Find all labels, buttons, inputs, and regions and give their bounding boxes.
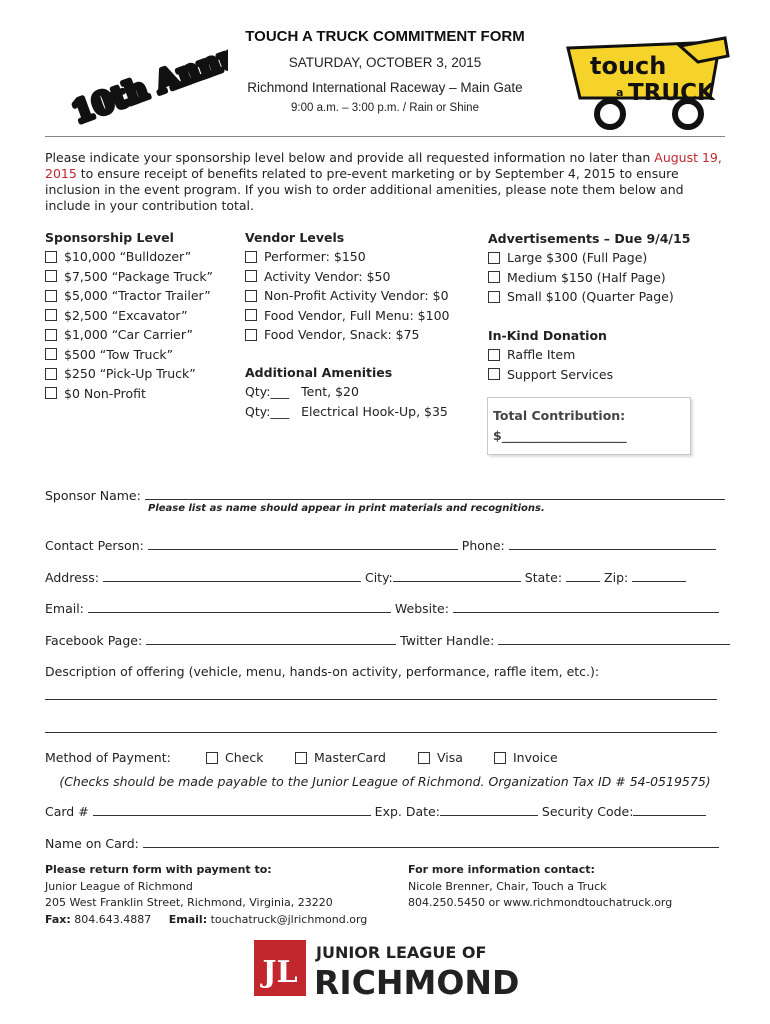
ad-option[interactable]: Small $100 (Quarter Page) [488,287,690,307]
card-label: Card # [45,804,89,819]
amenity-tent[interactable]: Qty:___ Tent, $20 [245,384,359,399]
org-name: Junior League of Richmond [45,879,193,893]
sponsorship-option[interactable]: $2,500 “Excavator” [45,306,213,326]
payment-check[interactable]: Check [206,750,263,765]
amenity-electrical[interactable]: Qty:___ Electrical Hook-Up, $35 [245,404,448,419]
zip-label: Zip: [604,570,629,585]
sponsorship-option[interactable]: $5,000 “Tractor Trailer” [45,286,213,306]
inkind-section [488,326,613,384]
checkbox[interactable] [494,752,506,764]
contact-name: Nicole Brenner, Chair, Touch a Truck [408,879,607,893]
checkbox[interactable] [245,251,257,263]
address-row[interactable] [45,570,686,585]
inkind-option[interactable]: Support Services [488,365,613,385]
name-on-card-label: Name on Card: [45,836,139,851]
checkbox[interactable] [45,329,57,341]
ad-option[interactable]: Medium $150 (Half Page) [488,268,690,288]
checkbox[interactable] [45,270,57,282]
contact-phone: 804.250.5450 or www.richmondtouchatruck.org [408,896,673,909]
logo-truck: TRUCK [628,80,715,106]
checkbox[interactable] [488,291,500,303]
touch-a-truck-logo [560,36,730,132]
contact-person-label: Contact Person: [45,538,144,553]
vendor-heading: Vendor Levels [245,230,345,245]
checkbox[interactable] [45,290,57,302]
sponsorship-option[interactable]: $7,500 “Package Truck” [45,267,213,287]
website-label: Website: [394,601,449,616]
return-email: touchatruck@jlrichmond.org [210,912,368,926]
twitter-label: Twitter Handle: [400,633,495,648]
checkbox[interactable] [488,252,500,264]
card-row[interactable] [45,804,706,819]
intro-paragraph: Please indicate your sponsorship level below and provide all requested information no later than August 19, 2015 to ensure receipt of benefits related to pre-event marketing or by September 4, 2015 to ensure inclusion in the event program. If you wish to order additional amenities, please note them below and include in your contribution total. [45,150,722,213]
name-on-card-row[interactable] [45,836,719,851]
logo-touch: touch [590,52,667,80]
sponsorship-heading: Sponsorship Level [45,230,174,245]
email-website-row[interactable] [45,601,719,616]
checkbox[interactable] [245,290,257,302]
inkind-heading: In-Kind Donation [488,328,607,343]
checkbox[interactable] [45,368,57,380]
logo-junior-league: JUNIOR LEAGUE OF [316,943,487,962]
org-address: 205 West Franklin Street, Richmond, Virginia, 23220 [45,896,333,909]
city-label: City: [364,570,393,585]
sponsor-name-note: Please list as name should appear in print materials and recognitions. [148,503,545,514]
header-divider [45,136,725,137]
description-label: Description of offering (vehicle, menu, hands-on activity, performance, raffle item, etc.): [45,664,600,679]
checkbox[interactable] [488,349,500,361]
description-line-1[interactable] [45,699,717,700]
amenities-heading: Additional Amenities [245,365,393,380]
badge-text: 10th Annual [67,27,228,130]
checkbox[interactable] [45,309,57,321]
description-line-2[interactable] [45,732,717,733]
vendor-option[interactable]: Activity Vendor: $50 [245,267,449,287]
checkbox[interactable] [45,251,57,263]
checkbox[interactable] [245,270,257,282]
social-row[interactable] [45,633,730,648]
vendor-option[interactable]: Non-Profit Activity Vendor: $0 [245,286,449,306]
facebook-label: Facebook Page: [45,633,143,648]
logo-a: a [616,86,624,99]
checkbox[interactable] [488,271,500,283]
vendor-section [245,228,449,345]
payment-label: Method of Payment: [45,750,171,765]
checkbox[interactable] [418,752,430,764]
inkind-option[interactable]: Raffle Item [488,345,613,365]
vendor-option[interactable]: Food Vendor, Snack: $75 [245,325,449,345]
sponsor-name-field[interactable]: Sponsor Name: [45,488,725,503]
vendor-option[interactable]: Performer: $150 [245,247,449,267]
badge-outline: 10th Annual [67,27,228,130]
info-heading: For more information contact: [408,863,595,876]
logo-richmond: RICHMOND [314,963,520,1000]
checkbox[interactable] [206,752,218,764]
contact-info [408,862,672,912]
payment-invoice[interactable]: Invoice [494,750,558,765]
event-date: SATURDAY, OCTOBER 3, 2015 [288,55,482,70]
checkbox[interactable] [45,348,57,360]
checkbox[interactable] [45,387,57,399]
amenities-section [245,363,448,422]
checkbox[interactable] [245,309,257,321]
sponsorship-option[interactable]: $10,000 “Bulldozer” [45,247,213,267]
checks-note: (Checks should be made payable to the Junior League of Richmond. Organization Tax ID # 54-0519575) [59,774,711,789]
state-label: State: [524,570,563,585]
sponsorship-option[interactable]: $250 “Pick-Up Truck” [45,364,213,384]
contact-phone-row[interactable] [45,538,716,553]
checkbox[interactable] [488,368,500,380]
total-label: Total Contribution: [493,408,626,423]
email-label: Email: [45,601,84,616]
payment-mastercard[interactable]: MasterCard [295,750,386,765]
ad-option[interactable]: Large $300 (Full Page) [488,248,690,268]
junior-league-logo [254,940,526,1000]
sponsorship-option[interactable]: $0 Non-Profit [45,384,213,404]
vendor-option[interactable]: Food Vendor, Full Menu: $100 [245,306,449,326]
return-heading: Please return form with payment to: [45,863,272,876]
total-contribution-box[interactable] [487,397,691,455]
ads-section [488,229,690,307]
return-info: Please return form with payment to: Junior League of Richmond 205 West Franklin Street, Richmond, Virginia, 23220 Fax: 804.643.4887 Email: touchatruck@jlrichmond.org [45,863,368,926]
event-location: Richmond International Raceway – Main Gate [247,80,523,95]
event-time: 9:00 a.m. – 3:00 p.m. / Rain or Shine [291,102,479,114]
ads-heading: Advertisements – Due 9/4/15 [488,231,691,246]
payment-visa[interactable]: Visa [418,750,463,765]
checkbox[interactable] [245,329,257,341]
fax-number: 804.643.4887 [74,912,152,926]
address-label: Address: [45,570,99,585]
exp-label: Exp. Date: [374,804,440,819]
security-label: Security Code: [541,804,634,819]
sponsorship-section [45,228,213,403]
sponsorship-option[interactable]: $1,000 “Car Carrier” [45,325,213,345]
wheel-left [597,101,623,127]
jl-mark-text: JL [262,955,298,990]
form-title: TOUCH A TRUCK COMMITMENT FORM [245,28,525,45]
deadline-date: August 19, 2015 [45,150,722,181]
total-value[interactable]: $____________________ [493,428,627,443]
checkbox[interactable] [295,752,307,764]
phone-label: Phone: [461,538,505,553]
sponsorship-option[interactable]: $500 “Tow Truck” [45,345,213,365]
